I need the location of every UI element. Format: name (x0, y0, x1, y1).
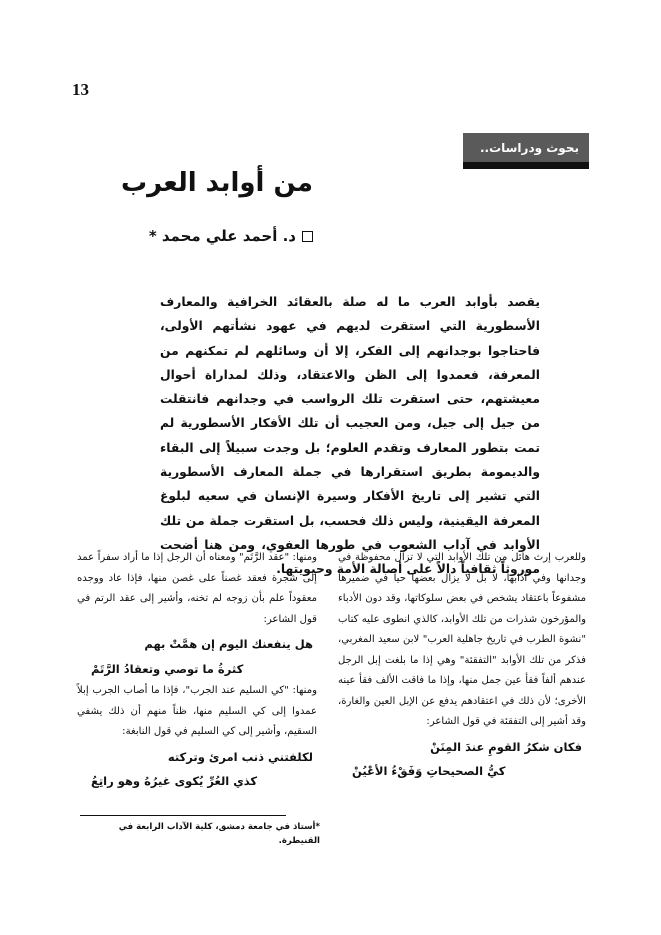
footnote-divider (80, 815, 286, 816)
verse-line: كيُّ الصحيحاتِ وَفَقْءُ الأعْيُنْ (352, 764, 506, 778)
article-title: من أوابد العرب (120, 168, 313, 198)
author-byline (149, 227, 313, 245)
body-column-left (77, 548, 317, 794)
verse-line: هل ينفعنك اليوم إن همَّتْ بهم (144, 637, 313, 651)
verse-line: فكان شكرُ القومِ عندَ المِنَنْ (430, 739, 582, 754)
section-label: بحوث ودراسات.. (479, 141, 579, 155)
verse-line: كثرةُ ما توصي وتعقادُ الرَّتَمْ (91, 661, 244, 676)
page-number: 13 (72, 80, 89, 99)
body-paragraph: وللعرب إرث هائل من تلك الأوابد التي لا تزال محفوظة في وجدانها وفي آدابها، لا بل لا يزال بعضها حياً في ضميرها مشفوعاً باعتقاد يشخص في بعض سلوكاتها، وقد دون الأدباء والمؤرخون شذرات من تلك الأوابد، كالذي انطوى عليه كتاب "نشوة الطرب في تاريخ جاهلية العرب" لابن سعيد المغربي، فذكر من تلك الأوابد "التفقئة" وهي إذا ما بلغت إبل الرجل عندهم ألفاً فقأ عين جمل منها، وإذا ما فاقت الألف فقأ عينه الأخرى؛ لأن ذلك في اعتقادهم يدفع عن الإبل العين والغارة، وقد أشير إلى التفقئة في قول الشاعر: (338, 552, 586, 727)
verse-line: لكلفتني ذنب امرئ وتركته (167, 749, 313, 764)
square-bullet-icon (302, 231, 313, 242)
section-tab (463, 133, 589, 162)
verse-line: كذي العُرِّ يُكوى غيرُهُ وهو راتِعُ (91, 774, 258, 788)
body-paragraph: ومنها: "كي السليم عند الجرب"، فإذا ما أصاب الجرب إبلاً عمدوا إلى كي السليم منها، ظناً منهم أن ذلك يشفي السقيم، وأشير إلى كي السليم في قول النابغة: (77, 685, 317, 737)
body-paragraph: ومنها: "عقد الرَّتَم" ومعناه أن الرجل إذا ما أراد سفراً عمد إلى شجرة فعقد غصناً على غصن منها، فإذا عاد ووجده معقوداً علم بأن زوجه لم تخنه، وأشير إلى عقد الرتم في قول الشاعر: (77, 552, 317, 625)
section-rule (463, 162, 589, 169)
intro-paragraph: يقصد بأوابد العرب ما له صلة بالعقائد الخرافية والمعارف الأسطورية التي استقرت لديهم في عهود نشأتهم الأولى، فاحتاجوا بوجدانهم إلى الفكر، إلا أن وسائلهم لم تمكنهم من المعرفة، فعمدوا إلى الظن والاعتقاد، وذلك لمداراة أحوال معيشتهم، حتى استقرت تلك الرواسب في وجدانهم فانتقلت من جيل إلى جيل، ومن العجيب أن تلك الأفكار الأسطورية لم تمت بتطور المعارف وتقدم العلوم؛ بل وجدت سبيلاً إلى البقاء والديمومة بطريق استقرارها في جملة المعارف الأسطورية التي تشير إلى تاريخ الأفكار وسيرة الإنسان في سعيه لبلوغ المعرفة اليقينية، وليس ذلك فحسب، بل استقرت جملة من تلك الأوابد في آداب الشعوب في طورها العفوي، ومن هنا أضحت موروثاً ثقافياً دالاً على أصالة الأمة وحيويتها. (160, 295, 540, 577)
author-name: د. أحمد علي محمد * (148, 227, 296, 245)
body-column-right (338, 548, 586, 784)
footnote: *أستاذ في جامعة دمشق، كلية الآداب الرابعة في القنيطرة. (118, 822, 320, 846)
